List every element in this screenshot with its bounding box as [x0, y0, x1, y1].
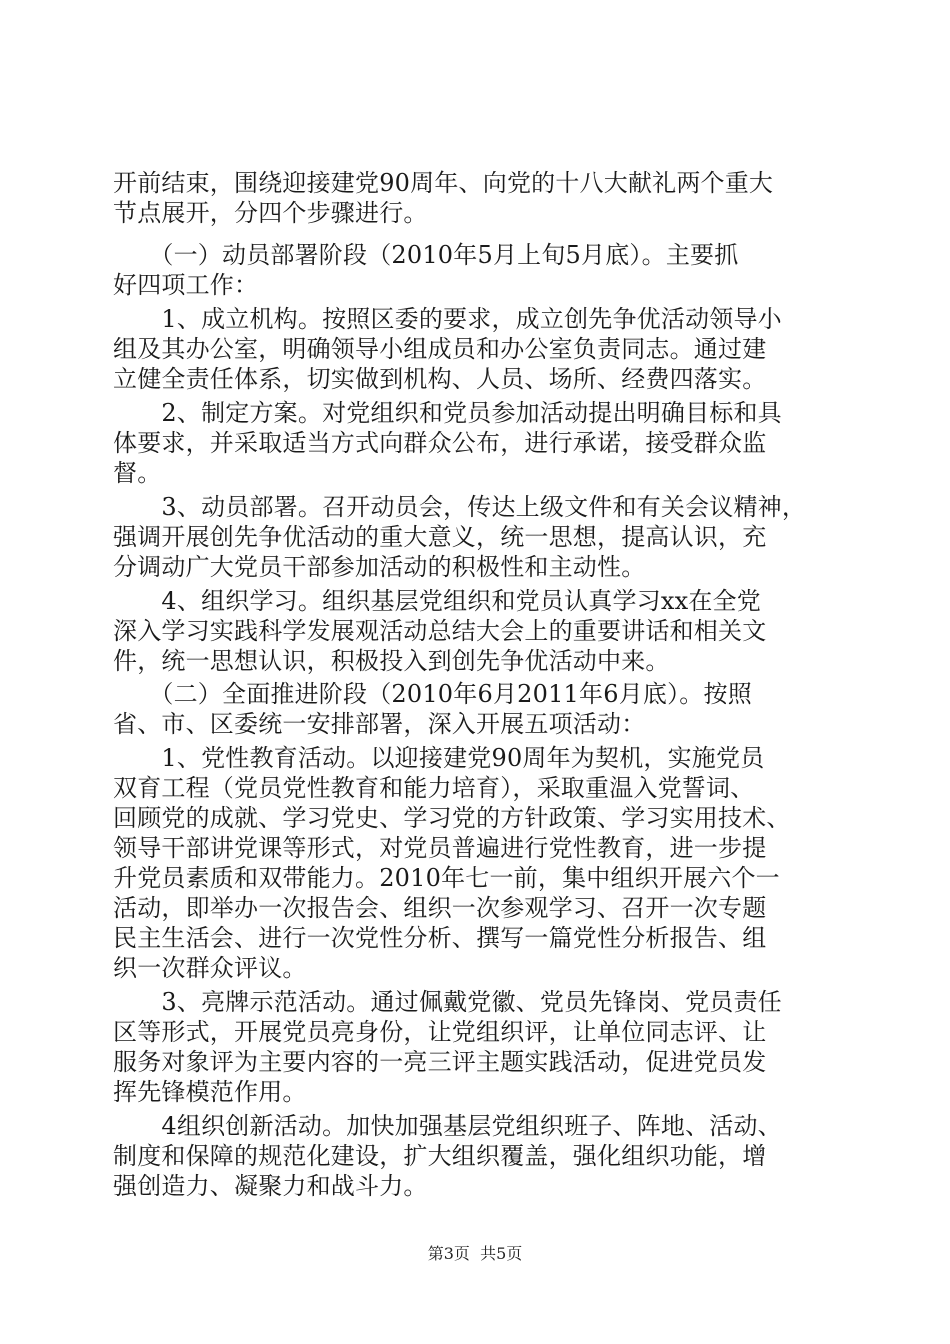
text-line: 1、成立机构。按照区委的要求，成立创先争优活动领导小 — [113, 305, 782, 333]
text-line: （一）动员部署阶段（2010年5月上旬5月底）。主要抓 — [113, 241, 739, 269]
text-line: 省、市、区委统一安排部署，深入开展五项活动： — [113, 710, 646, 738]
text-line: 督。 — [113, 459, 162, 487]
text-line: 组及其办公室，明确领导小组成员和办公室负责同志。通过建 — [113, 335, 767, 363]
text-line: 服务对象评为主要内容的一亮三评主题实践活动，促进党员发 — [113, 1048, 767, 1076]
text-line: 回顾党的成就、学习党史、学习党的方针政策、学习实用技术、 — [113, 804, 791, 832]
text-line: 2、制定方案。对党组织和党员参加活动提出明确目标和具 — [113, 399, 782, 427]
text-line: 民主生活会、进行一次党性分析、撰写一篇党性分析报告、组 — [113, 924, 767, 952]
text-line: 领导干部讲党课等形式，对党员普遍进行党性教育，进一步提 — [113, 834, 767, 862]
text-line: 4、组织学习。组织基层党组织和党员认真学习xx在全党 — [113, 587, 761, 615]
text-line: 挥先锋模范作用。 — [113, 1078, 307, 1106]
text-line: 3、动员部署。召开动员会，传达上级文件和有关会议精神， — [113, 493, 807, 521]
text-line: 强创造力、凝聚力和战斗力。 — [113, 1172, 428, 1200]
text-line: 1、党性教育活动。以迎接建党90周年为契机，实施党员 — [113, 744, 765, 772]
text-line: 立健全责任体系，切实做到机构、人员、场所、经费四落实。 — [113, 365, 767, 393]
page-footer: 第3页 共5页 — [427, 1244, 523, 1263]
text-line: 好四项工作： — [113, 271, 259, 299]
text-line: （二）全面推进阶段（2010年6月2011年6月底）。按照 — [113, 680, 752, 708]
text-line: 升党员素质和双带能力。2010年七一前，集中组织开展六个一 — [113, 864, 780, 892]
text-line: 3、亮牌示范活动。通过佩戴党徽、党员先锋岗、党员责任 — [113, 988, 782, 1016]
text-line: 深入学习实践科学发展观活动总结大会上的重要讲话和相关文 — [113, 617, 767, 645]
text-line: 开前结束，围绕迎接建党90周年、向党的十八大献礼两个重大 — [113, 169, 774, 197]
text-line: 区等形式，开展党员亮身份，让党组织评，让单位同志评、让 — [113, 1018, 767, 1046]
text-line: 分调动广大党员干部参加活动的积极性和主动性。 — [113, 553, 646, 581]
text-line: 制度和保障的规范化建设，扩大组织覆盖，强化组织功能，增 — [113, 1142, 767, 1170]
text-line: 节点展开，分四个步骤进行。 — [113, 199, 428, 227]
text-line: 活动，即举办一次报告会、组织一次参观学习、召开一次专题 — [113, 894, 767, 922]
text-line: 织一次群众评议。 — [113, 954, 307, 982]
text-line: 4组织创新活动。加快加强基层党组织班子、阵地、活动、 — [113, 1112, 782, 1140]
text-line: 强调开展创先争优活动的重大意义，统一思想，提高认识，充 — [113, 523, 767, 551]
text-line: 体要求，并采取适当方式向群众公布，进行承诺，接受群众监 — [113, 429, 767, 457]
text-line: 件，统一思想认识，积极投入到创先争优活动中来。 — [113, 647, 670, 675]
text-line: 双育工程（党员党性教育和能力培育），采取重温入党誓词、 — [113, 774, 755, 802]
